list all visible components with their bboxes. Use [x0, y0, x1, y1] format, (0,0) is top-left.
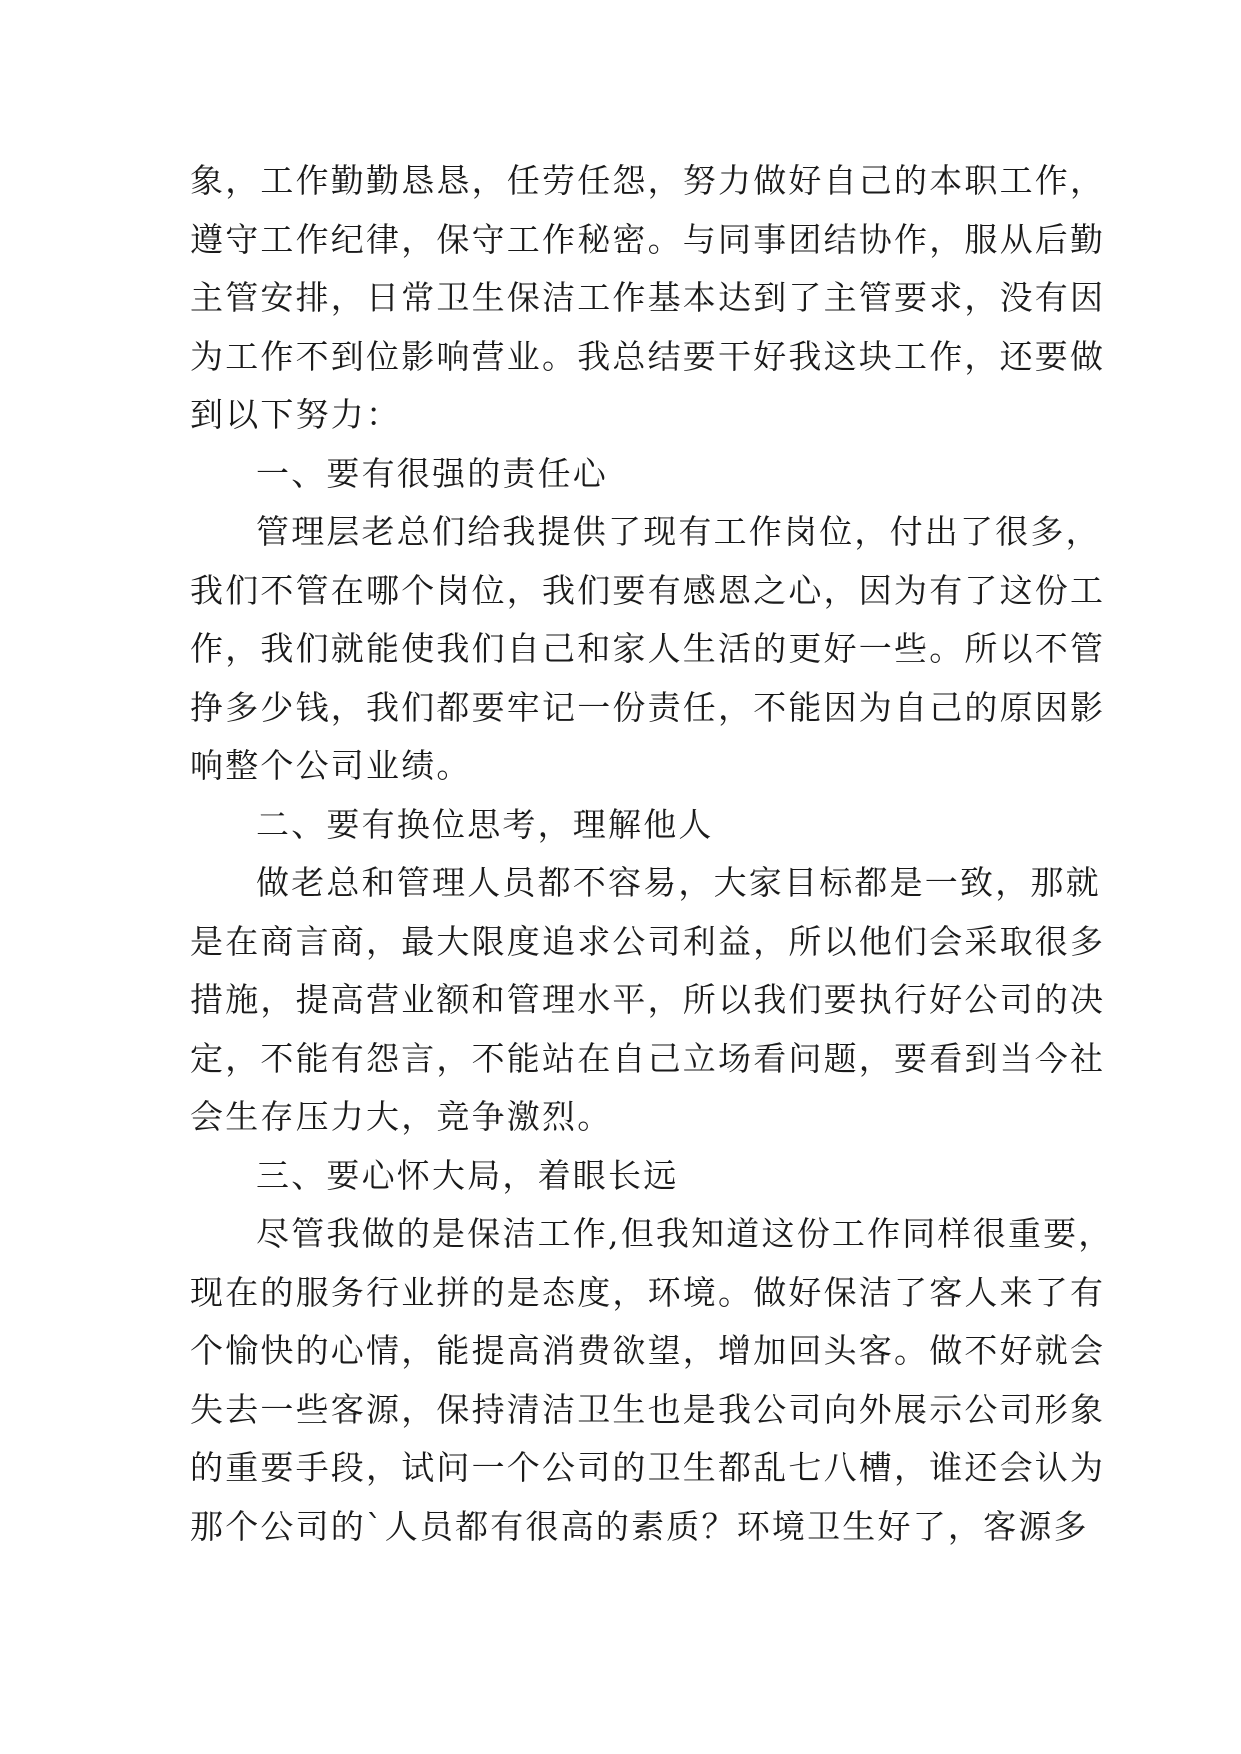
section-heading: 一、要有很强的责任心: [256, 453, 608, 493]
text-line: 现在的服务行业拼的是态度，环境。做好保洁了客人来了有: [190, 1272, 1106, 1312]
text-line: 响整个公司业绩。: [190, 746, 472, 785]
text-line: 主管安排，日常卫生保洁工作基本达到了主管要求，没有因: [190, 278, 1106, 317]
text-line: 为工作不到位影响营业。我总结要干好我这块工作，还要做: [190, 336, 1106, 376]
text-line: 做老总和管理人员都不容易，大家目标都是一致，那就: [256, 863, 1101, 902]
section-heading: 三、要心怀大局，着眼长远: [256, 1155, 679, 1195]
text-line: 遵守工作纪律，保守工作秘密。与同事团结协作，服从后勤: [190, 219, 1106, 259]
text-line: 到以下努力：: [190, 395, 402, 434]
text-line: 是在商言商，最大限度追求公司利益，所以他们会采取很多: [190, 921, 1106, 961]
text-line: 措施，提高营业额和管理水平，所以我们要执行好公司的决: [190, 980, 1106, 1019]
text-line: 的重要手段，试问一个公司的卫生都乱七八槽，谁还会认为: [190, 1448, 1106, 1487]
text-line: 个愉快的心情，能提高消费欲望，增加回头客。做不好就会: [190, 1331, 1106, 1370]
text-line: 挣多少钱，我们都要牢记一份责任，不能因为自己的原因影: [190, 687, 1106, 727]
text-line: 管理层老总们给我提供了现有工作岗位，付出了很多，: [256, 512, 1101, 551]
text-line: 作，我们就能使我们自己和家人生活的更好一些。所以不管: [190, 629, 1106, 668]
text-line: 失去一些客源，保持清洁卫生也是我公司向外展示公司形象: [190, 1389, 1106, 1429]
text-line: 定，不能有怨言，不能站在自己立场看问题，要看到当今社: [190, 1038, 1106, 1078]
document-body: [190, 152, 1114, 1556]
section-heading: 二、要有换位思考，理解他人: [256, 804, 714, 844]
text-line: 尽管我做的是保洁工作,但我知道这份工作同样很重要，: [256, 1214, 1114, 1253]
text-line: 象，工作勤勤恳恳，任劳任怨，努力做好自己的本职工作，: [190, 161, 1106, 200]
text-line: 那个公司的`人员都有很高的素质？环境卫生好了，客源多: [190, 1506, 1089, 1546]
text-line: 会生存压力大，竞争激烈。: [190, 1097, 613, 1136]
text-line: 我们不管在哪个岗位，我们要有感恩之心，因为有了这份工: [190, 570, 1106, 610]
